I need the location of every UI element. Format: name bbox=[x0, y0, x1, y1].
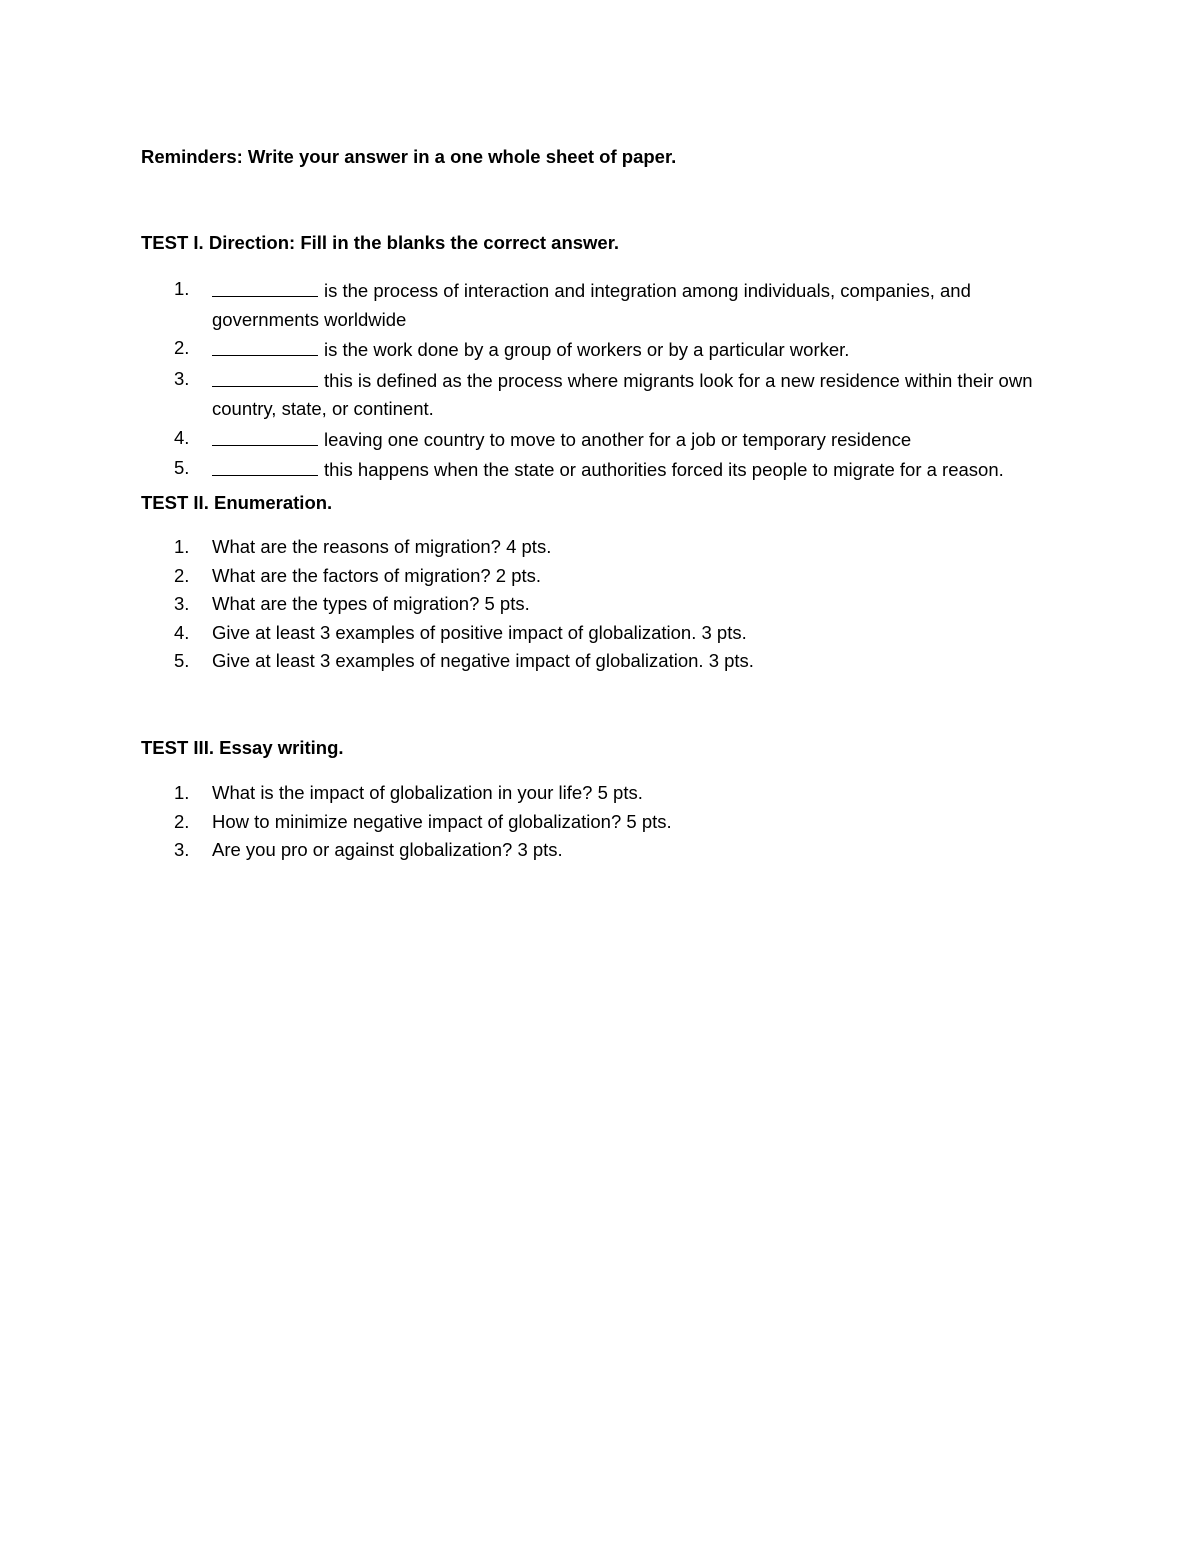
answer-blank bbox=[212, 424, 318, 446]
test1-list bbox=[141, 275, 1081, 485]
item-text: this happens when the state or authorities forced its people to migrate for a reason. bbox=[324, 459, 1004, 480]
list-item bbox=[141, 590, 1081, 619]
item-number: 3. bbox=[174, 593, 190, 614]
test3-list bbox=[141, 779, 1081, 865]
item-text: this is defined as the process where migrants look for a new residence within their own country, state, or continent. bbox=[212, 369, 1033, 419]
item-text: is the process of interaction and integration among individuals, companies, and governments worldwide bbox=[212, 280, 971, 330]
test1-heading: TEST I. Direction: Fill in the blanks the correct answer. bbox=[141, 232, 620, 253]
item-number: 4. bbox=[174, 426, 190, 448]
answer-blank bbox=[212, 275, 318, 297]
item-text: leaving one country to move to another for a job or temporary residence bbox=[324, 428, 912, 450]
item-text: Give at least 3 examples of positive impact of globalization. 3 pts. bbox=[212, 621, 747, 643]
list-item bbox=[141, 647, 1081, 676]
item-text: How to minimize negative impact of globalization? 5 pts. bbox=[212, 810, 672, 832]
item-number: 2. bbox=[174, 337, 190, 358]
item-number: 2. bbox=[174, 810, 190, 832]
item-number: 3. bbox=[174, 839, 190, 860]
answer-blank bbox=[212, 365, 318, 387]
list-item bbox=[141, 533, 1081, 562]
item-number: 1. bbox=[174, 278, 190, 299]
item-text: What are the factors of migration? 2 pts. bbox=[212, 564, 542, 586]
item-number: 3. bbox=[174, 367, 190, 389]
item-text: What are the types of migration? 5 pts. bbox=[212, 593, 530, 614]
item-text: Are you pro or against globalization? 3 pts. bbox=[212, 839, 563, 860]
test2-list bbox=[141, 533, 1081, 676]
answer-blank bbox=[212, 454, 318, 476]
list-item bbox=[141, 808, 1081, 837]
item-text: What are the reasons of migration? 4 pts. bbox=[212, 536, 552, 557]
list-item bbox=[141, 365, 1081, 424]
list-item bbox=[141, 779, 1081, 808]
item-text: Give at least 3 examples of negative impact of globalization. 3 pts. bbox=[212, 650, 754, 671]
list-item bbox=[141, 275, 1081, 334]
list-item bbox=[141, 562, 1081, 591]
item-number: 5. bbox=[174, 650, 190, 671]
item-number: 1. bbox=[174, 536, 190, 557]
answer-blank bbox=[212, 334, 318, 356]
list-item bbox=[141, 424, 1081, 455]
list-item bbox=[141, 454, 1081, 485]
list-item bbox=[141, 836, 1081, 865]
item-number: 2. bbox=[174, 564, 190, 586]
test2-heading: TEST II. Enumeration. bbox=[141, 492, 333, 513]
list-item bbox=[141, 334, 1081, 365]
test3-heading: TEST III. Essay writing. bbox=[141, 737, 344, 758]
list-item bbox=[141, 619, 1081, 648]
reminders-note: Reminders: Write your answer in a one whole sheet of paper. bbox=[141, 146, 677, 167]
item-text: is the work done by a group of workers or by a particular worker. bbox=[324, 339, 850, 360]
item-number: 1. bbox=[174, 782, 190, 803]
item-number: 5. bbox=[174, 457, 190, 478]
item-text: What is the impact of globalization in your life? 5 pts. bbox=[212, 782, 643, 803]
item-number: 4. bbox=[174, 621, 190, 643]
